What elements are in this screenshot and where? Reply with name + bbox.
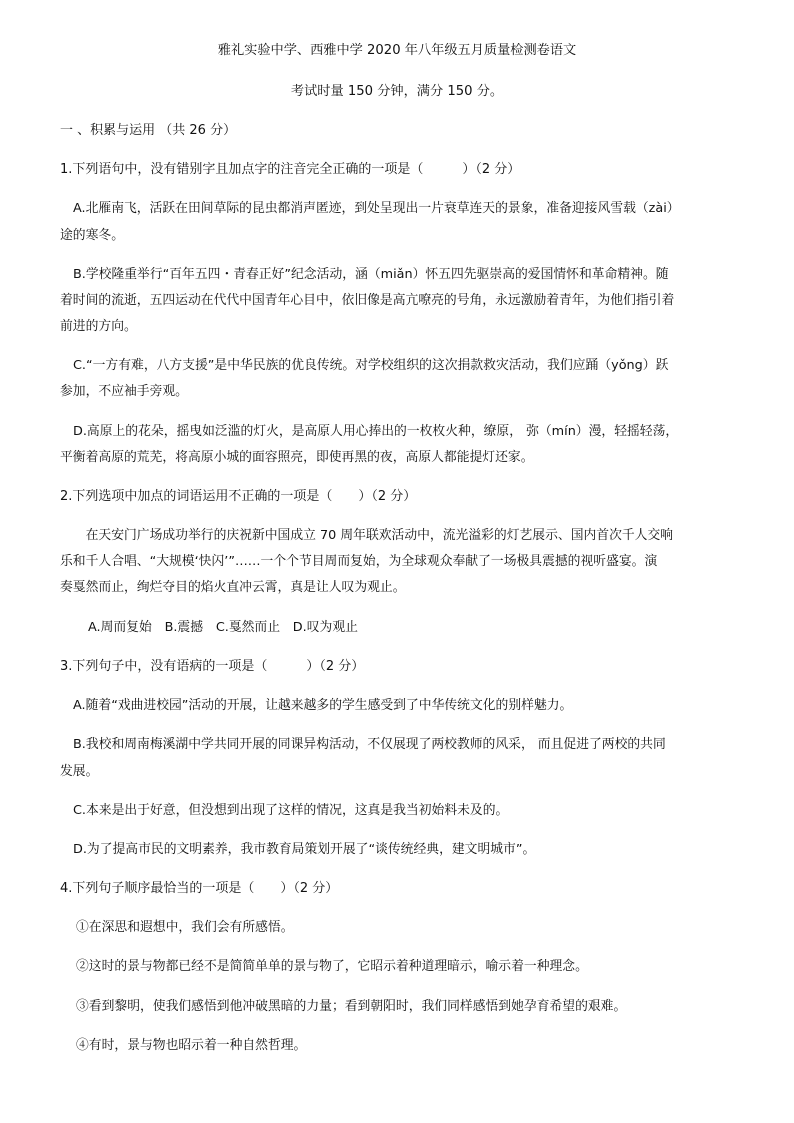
section-heading: 一 、积累与运用 （共 26 分） (60, 123, 237, 138)
q1-option-a-line1: A.北雁南飞，活跃在田间草际的昆虫都消声匿迹，到处呈现出一片衰草连天的景象，准备迎接风雪载（zài） (73, 201, 680, 216)
q1-option-b-line3: 前进的方向。 (60, 319, 137, 334)
q3-option-d: D.为了提高市民的文明素养，我市教育局策划开展了“谈传统经典，建文明城市”。 (73, 842, 536, 857)
exam-subtitle: 考试时量 150 分钟，满分 150 分。 (290, 84, 504, 99)
q1-option-d-line1: D.高原上的花朵，摇曳如泛滥的灯火，是高原人用心捧出的一枚枚火种，缭原， 弥（mín）漫，轻摇轻荡， (73, 424, 679, 439)
q4-sentence-4: ④有时，景与物也昭示着一种自然哲理。 (76, 1038, 307, 1053)
q4-sentence-2: ②这时的景与物都已经不是简简单单的景与物了，它昭示着种道理暗示，喻示着一种理念。 (76, 959, 588, 974)
q1-option-c-line2: 参加，不应袖手旁观。 (60, 384, 188, 399)
question-3-stem: 3.下列句子中，没有语病的一项是（ ）（2 分） (60, 659, 365, 674)
q3-option-c: C.本来是出于好意，但没想到出现了这样的情况，这真是我当初始料未及的。 (73, 803, 509, 818)
q1-option-b-line1: B.学校隆重举行“百年五四・青春正好”纪念活动，涵（miǎn）怀五四先驱崇高的爱国情怀和革命精神。随 (73, 267, 669, 282)
question-2-stem: 2.下列选项中加点的词语运用不正确的一项是（ ）（2 分） (60, 489, 417, 504)
q1-option-c-line1: C.“一方有难，八方支援”是中华民族的优良传统。对学校组织的这次捐款救灾活动，我们应踊（yǒng）跃 (73, 358, 669, 373)
q2-options: A.周而复始 B.震撼 C.戛然而止 D.叹为观止 (88, 620, 358, 635)
q2-passage-line3: 奏戛然而止，绚烂夺目的焰火直冲云霄，真是让人叹为观止。 (60, 580, 406, 595)
q3-option-a: A.随着“戏曲进校园”活动的开展，让越来越多的学生感受到了中华传统文化的别样魅力。 (73, 698, 573, 713)
q1-option-a-line2: 途的寒冬。 (60, 228, 124, 243)
exam-title: 雅礼实验中学、西雅中学 2020 年八年级五月质量检测卷语文 (217, 43, 577, 58)
q3-option-b-line1: B.我校和周南梅溪湖中学共同开展的同课异构活动，不仅展现了两校教师的风采， 而且促进了两校的共同 (73, 737, 666, 752)
question-1-stem: 1.下列语句中，没有错别字且加点字的注音完全正确的一项是（ ）（2 分） (60, 162, 521, 177)
q2-passage-line1: 在天安门广场成功举行的庆祝新中国成立 70 周年联欢活动中，流光溢彩的灯艺展示、国内首次千人交响 (60, 528, 674, 543)
q3-option-b-line2: 发展。 (60, 764, 99, 779)
q4-sentence-3: ③看到黎明，使我们感悟到他冲破黑暗的力量；看到朝阳时，我们同样感悟到她孕育希望的艰难。 (76, 999, 627, 1014)
q2-passage-line2: 乐和千人合唱、“大规模‘快闪’”……一个个节目周而复始，为全球观众奉献了一场极具震撼的视听盛宴。演 (60, 554, 658, 569)
q1-option-d-line2: 平衡着高原的荒芜，将高原小城的面容照亮，即使再黑的夜，高原人都能提灯还家。 (60, 450, 534, 465)
question-4-stem: 4.下列句子顺序最恰当的一项是（ ）（2 分） (60, 881, 339, 896)
q1-option-b-line2: 着时间的流逝，五四运动在代代中国青年心目中，依旧像是高亢嘹亮的号角，永远激励着青年，为他们指引着 (60, 293, 675, 308)
q4-sentence-1: ①在深思和遐想中，我们会有所感悟。 (76, 920, 294, 935)
